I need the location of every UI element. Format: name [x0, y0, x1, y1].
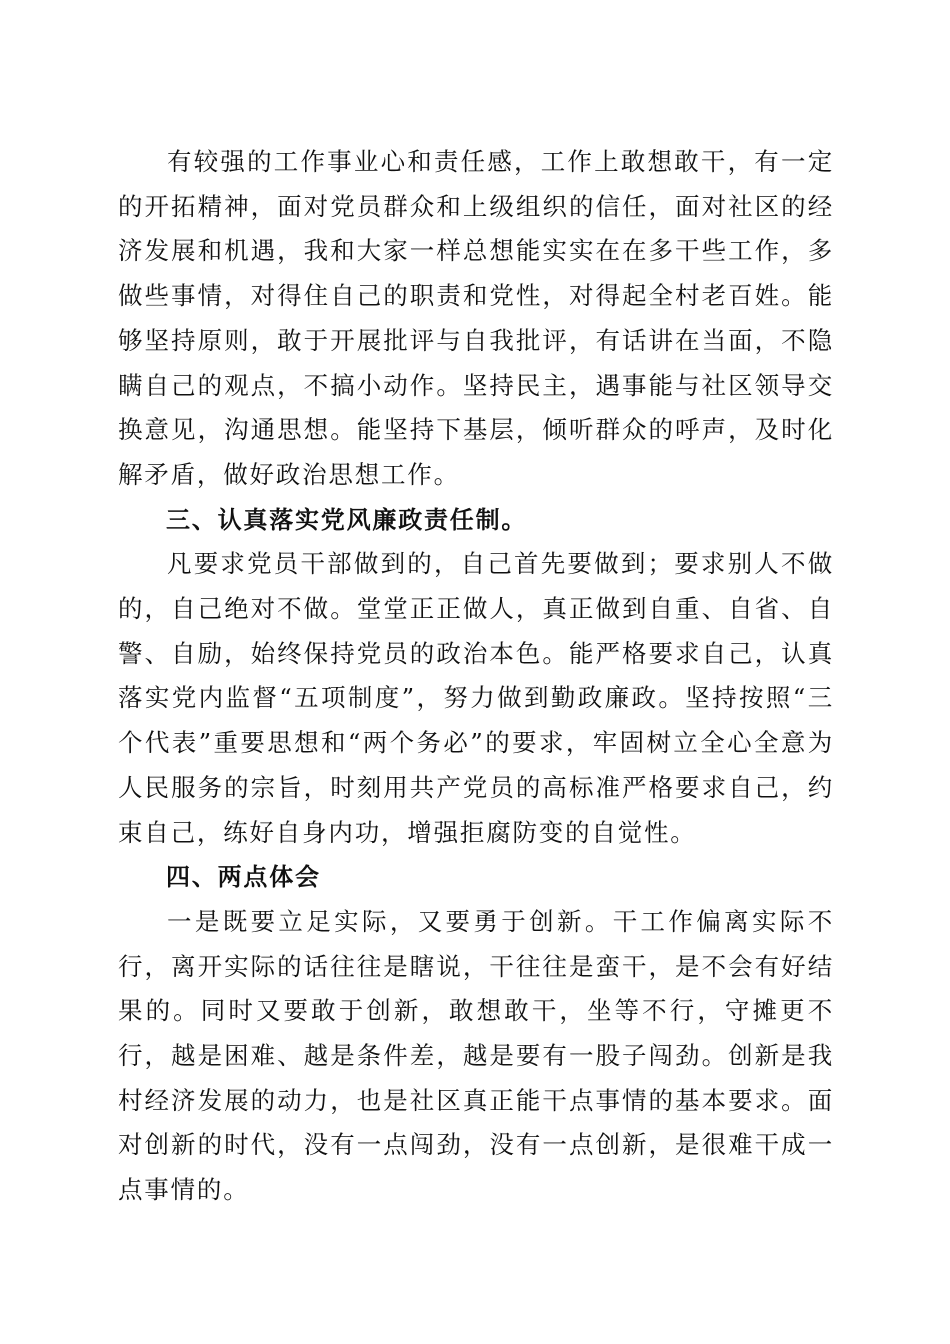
heading-section-four: 四、两点体会 — [166, 863, 321, 892]
paragraph-innovation-lead: 一是既要立足实际，又要勇于创新。 — [167, 906, 613, 936]
document-body — [118, 140, 834, 1213]
paragraph-innovation-text: 干工作偏离实际不行，离开实际的话往往是瞎说，干往往是蛮干，是不会有好结果的。同时又要敢于创新，敢想敢干，坐等不行，守摊更不行，越是困难、越是条件差，越是要有一股子闯劲。创新是我村经济发展的动力，也是社区真正能干点事情的基本要求。面对创新的时代，没有一点闯劲，没有一点创新，是很难干成一点事情的。 — [118, 906, 834, 1205]
paragraph-integrity: 凡要求党员干部做到的，自己首先要做到；要求别人不做的，自己绝对不做。堂堂正正做人，真正做到自重、自省、自警、自励，始终保持党员的政治本色。能严格要求自己，认真落实党内监督“五项制度”，努力做到勤政廉政。坚持按照“三个代表”重要思想和“两个务必”的要求，牢固树立全心全意为人民服务的宗旨，时刻用共产党员的高标准严格要求自己，约束自己，练好自身内功，增强拒腐防变的自觉性。 — [118, 549, 834, 847]
heading-section-three: 三、认真落实党风廉政责任制。 — [166, 505, 528, 534]
paragraph-innovation — [118, 900, 834, 1213]
paragraph-work-attitude: 有较强的工作事业心和责任感，工作上敢想敢干，有一定的开拓精神，面对党员群众和上级组织的信任，面对社区的经济发展和机遇，我和大家一样总想能实实在在多干些工作，多做些事情，对得住自己的职责和党性，对得起全村老百姓。能够坚持原则，敢于开展批评与自我批评，有话讲在当面，不隐瞒自己的观点，不搞小动作。坚持民主，遇事能与社区领导交换意见，沟通思想。能坚持下基层，倾听群众的呼声，及时化解矛盾，做好政治思想工作。 — [118, 147, 834, 489]
